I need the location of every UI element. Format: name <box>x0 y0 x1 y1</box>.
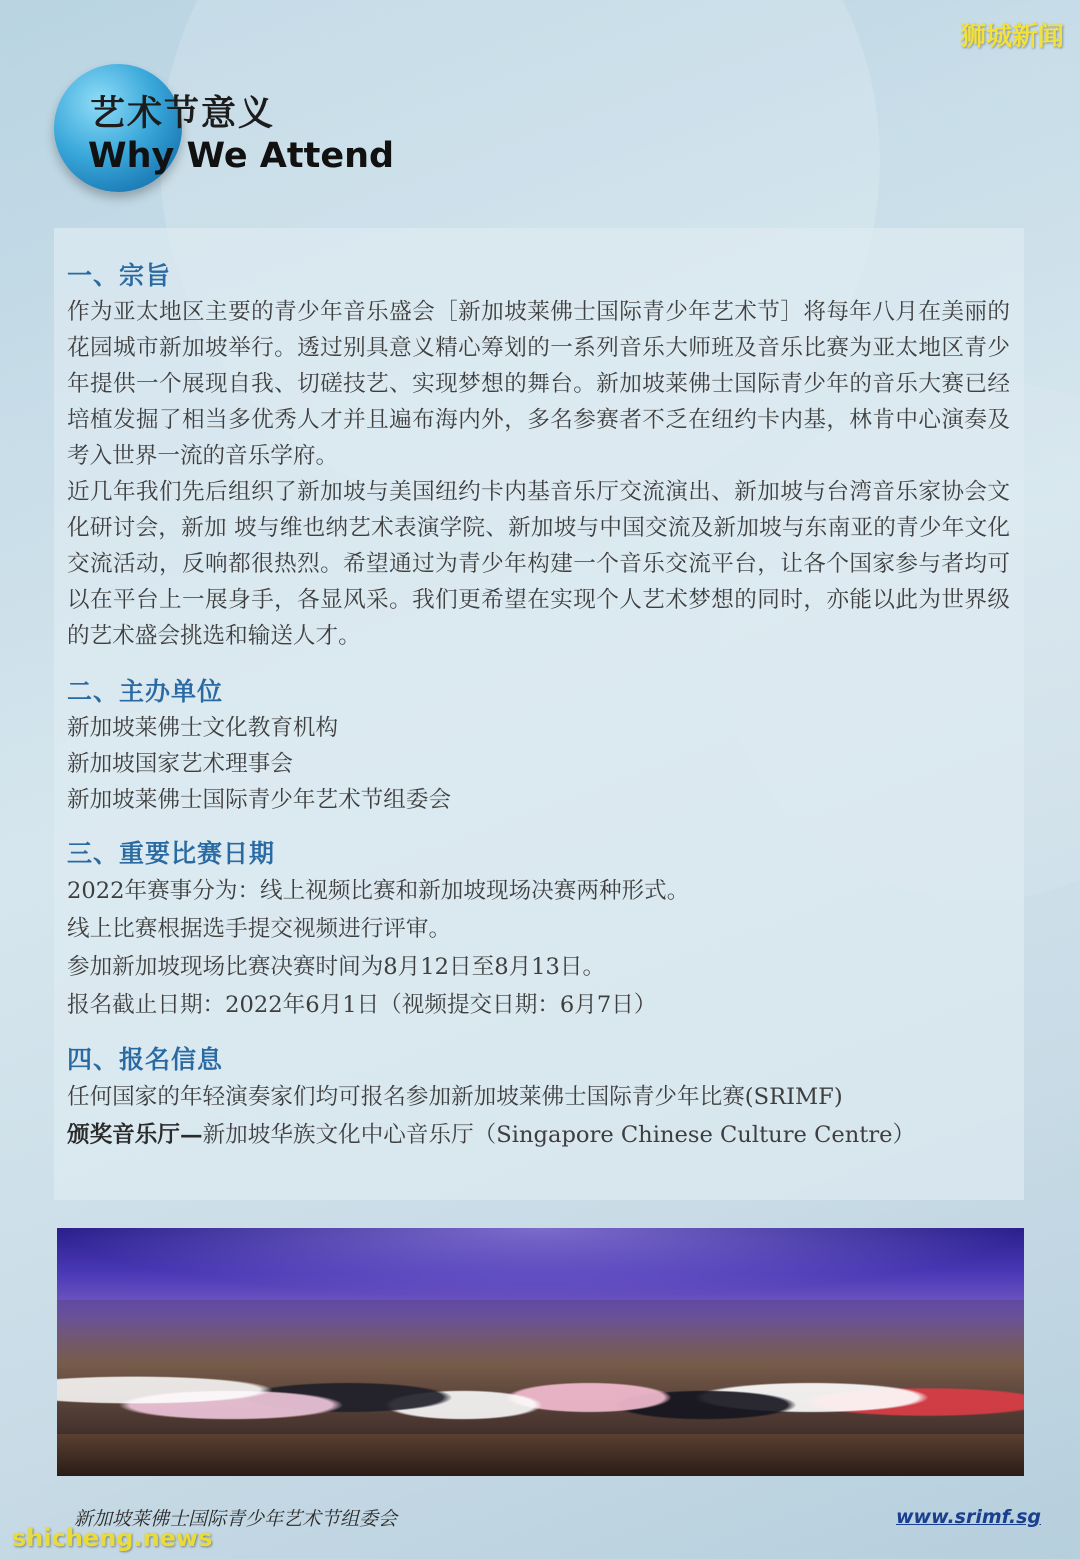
section-organizers <box>67 674 1010 818</box>
stage-floor <box>57 1434 1024 1476</box>
date-item: 参加新加坡现场比赛决赛时间为8月12日至8月13日。 <box>67 954 606 980</box>
date-item: 2022年赛事分为：线上视频比赛和新加坡现场决赛两种形式。 <box>67 878 690 904</box>
registration-line: 任何国家的年轻演奏家们均可报名参加新加坡莱佛士国际青少年比赛(SRIMF) <box>67 1084 843 1110</box>
footer-organizer: 新加坡莱佛士国际青少年艺术节组委会 <box>74 1508 398 1530</box>
venue-label: 颁奖音乐厅— <box>67 1122 203 1148</box>
footer-website-link[interactable]: www.srimf.sg <box>896 1506 1042 1528</box>
page-title-en: Why We Attend <box>88 136 395 176</box>
date-item: 线上比赛根据选手提交视频进行评审。 <box>67 916 452 942</box>
performers-group <box>57 1300 1024 1450</box>
section-heading: 三、重要比赛日期 <box>67 839 276 868</box>
section-registration <box>67 1042 1010 1154</box>
organizer-item: 新加坡莱佛士文化教育机构 <box>67 715 339 741</box>
watermark-bottom: shicheng.news <box>12 1524 213 1552</box>
group-photo-image <box>57 1228 1024 1476</box>
content-panel <box>54 228 1024 1200</box>
stage-lights <box>57 1228 1024 1298</box>
watermark-top: 狮城新闻 <box>959 22 1064 52</box>
section-heading: 四、报名信息 <box>67 1045 224 1074</box>
organizer-item: 新加坡国家艺术理事会 <box>67 751 293 777</box>
section-heading: 二、主办单位 <box>67 677 224 706</box>
purpose-paragraph-1: 作为亚太地区主要的青少年音乐盛会［新加坡莱佛士国际青少年艺术节］将每年八月在美丽的花园城市新加坡举行。透过别具意义精心筹划的一系列音乐大师班及音乐比赛为亚太地区青少年提供一个展现自我、切磋技艺、实现梦想的舞台。新加坡莱佛士国际青少年的音乐大赛已经培植发掘了相当多优秀人才并且遍布海内外，多名参赛者不乏在纽约卡内基，林肯中心演奏及考入世界一流的音乐学府。 <box>67 299 1010 469</box>
section-purpose <box>67 258 1010 654</box>
venue-name: 新加坡华族文化中心音乐厅（Singapore Chinese Culture Centre） <box>202 1122 916 1148</box>
purpose-paragraph-2: 近几年我们先后组织了新加坡与美国纽约卡内基音乐厅交流演出、新加坡与台湾音乐家协会文化研讨会，新加 坡与维也纳艺术表演学院、新加坡与中国交流及新加坡与东南亚的青少年文化交流活动，反响都很热烈。希望通过为青少年构建一个音乐交流平台，让各个国家参与者均可以在平台上一展身手，各显风采。我们更希望在实现个人艺术梦想的同时，亦能以此为世界级的艺术盛会挑选和输送人才。 <box>67 479 1010 649</box>
venue-line <box>67 1116 1010 1154</box>
section-heading: 一、宗旨 <box>67 261 172 290</box>
page-title-cn: 艺术节意义 <box>90 94 276 134</box>
section-dates <box>67 836 1010 1024</box>
date-item: 报名截止日期：2022年6月1日（视频提交日期：6月7日） <box>67 992 657 1018</box>
organizer-item: 新加坡莱佛士国际青少年艺术节组委会 <box>67 787 452 813</box>
